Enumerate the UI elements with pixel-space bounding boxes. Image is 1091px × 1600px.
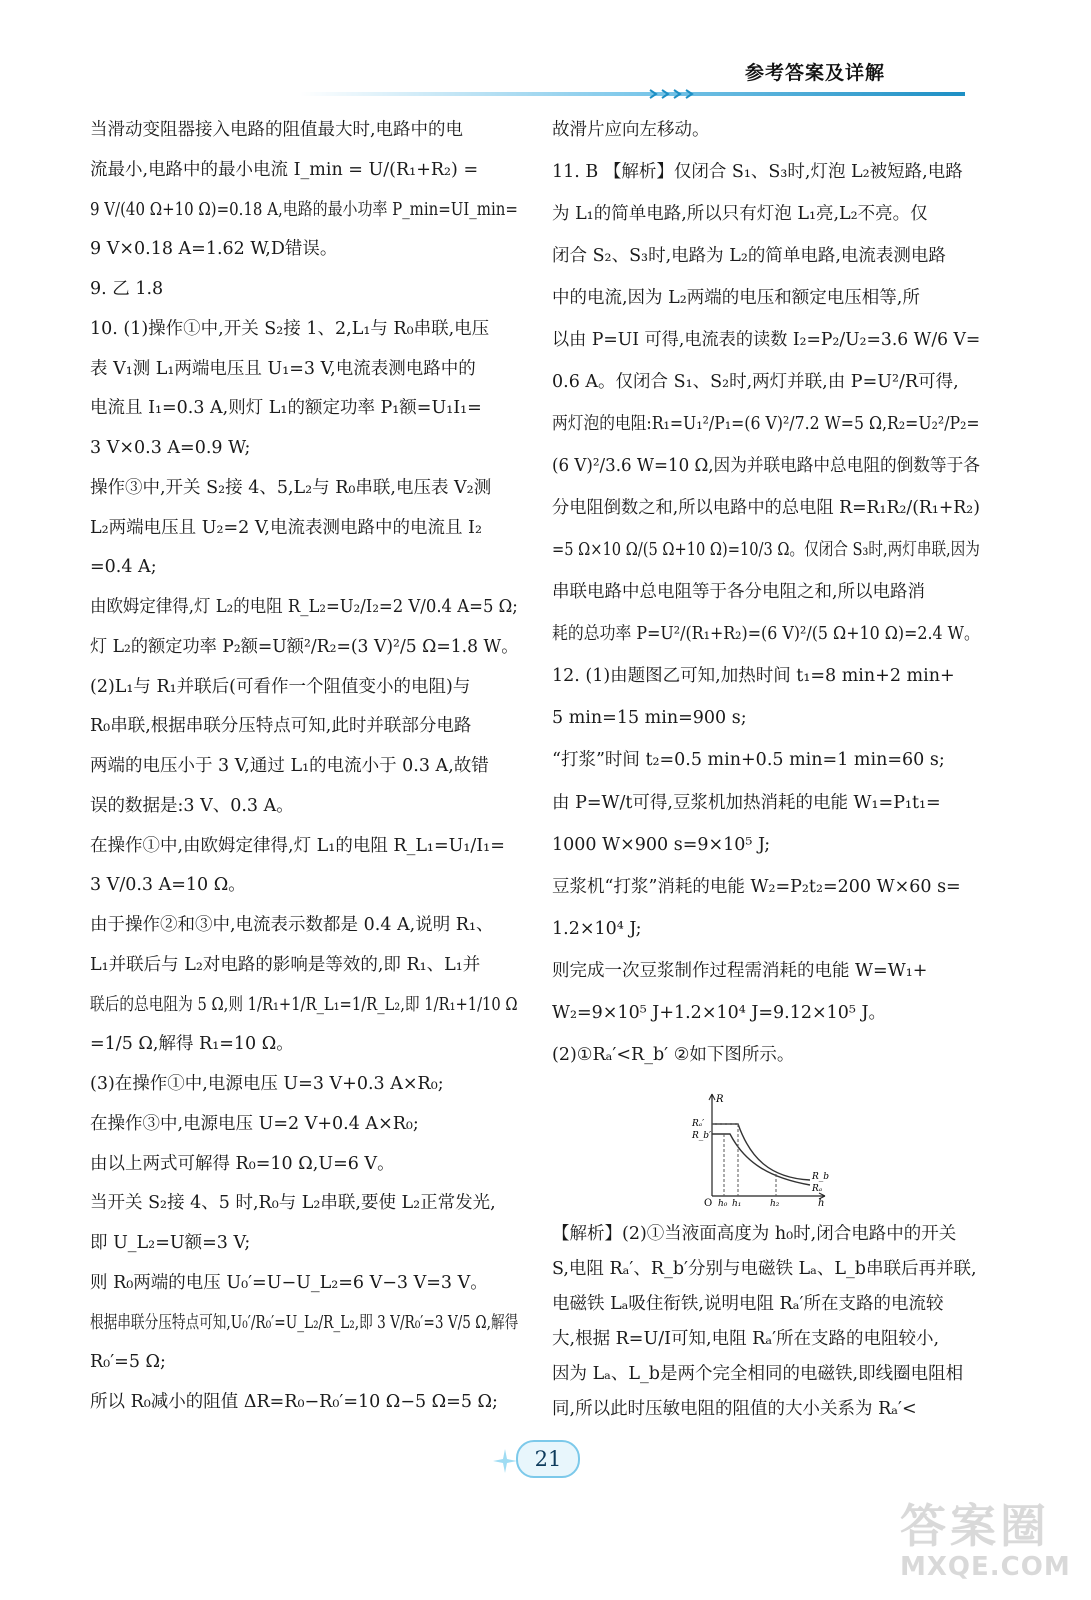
text-line: 为 L₁的简单电路,所以只有灯泡 L₁亮,L₂不亮。仅 bbox=[552, 204, 928, 225]
text-line: 表 V₁测 L₁两端电压且 U₁=3 V,电流表测电路中的 bbox=[90, 358, 476, 379]
text-line: 耗的总功率 P=U²/(R₁+R₂)=(6 V)²/(5 Ω+10 Ω)=2.4 W。 bbox=[552, 624, 980, 645]
text-line: 以由 P=UI 可得,电流表的读数 I₂=P₂/U₂=3.6 W/6 V= bbox=[552, 330, 981, 351]
watermark-bottom: MXQE.COM bbox=[900, 1552, 1071, 1582]
text-line: 则完成一次豆浆制作过程需消耗的电能 W=W₁+ bbox=[552, 960, 928, 981]
text-line: L₂两端电压且 U₂=2 V,电流表测电路中的电流且 I₂ bbox=[90, 517, 482, 538]
origin-label: O bbox=[704, 1198, 713, 1208]
left-column bbox=[90, 118, 519, 1430]
text-line: R₀′=5 Ω; bbox=[90, 1352, 166, 1373]
text-line: 即 U_L₂=U额=3 V; bbox=[90, 1233, 251, 1253]
x-axis-label: h bbox=[818, 1198, 825, 1208]
text-line: 9. 乙 1.8 bbox=[90, 279, 164, 299]
curve-ra bbox=[712, 1134, 810, 1185]
y-tick-ra: Rₐ′ bbox=[692, 1119, 705, 1129]
text-line: 两端的电压小于 3 V,通过 L₁的电流小于 0.3 A,故错 bbox=[90, 756, 489, 776]
text-line: 流最小,电路中的最小电流 I_min = U/(R₁+R₂) = bbox=[90, 159, 479, 180]
header-decorative-line bbox=[300, 88, 965, 100]
text-line: 则 R₀两端的电压 U₀′=U−U_L₂=6 V−3 V=3 V。 bbox=[90, 1272, 488, 1293]
text-line: 10. (1)操作①中,开关 S₂接 1、2,L₁与 R₀串联,电压 bbox=[90, 318, 490, 339]
text-line: 由欧姆定律得,灯 L₂的电阻 R_L₂=U₂/I₂=2 V/0.4 A=5 Ω; bbox=[90, 597, 518, 617]
text-line: 根据串联分压特点可知,U₀′/R₀′=U_L₂/R_L₂,即 3 V/R₀′=3 V/5 Ω,解得 bbox=[90, 1312, 519, 1333]
text-line: 在操作①中,由欧姆定律得,灯 L₁的电阻 R_L₁=U₁/I₁= bbox=[90, 835, 505, 856]
text-line: 豆浆机“打浆”消耗的电能 W₂=P₂t₂=200 W×60 s= bbox=[552, 876, 961, 897]
text-line: 所以 R₀减小的阻值 ΔR=R₀−R₀′=10 Ω−5 Ω=5 Ω; bbox=[90, 1392, 498, 1412]
text-line: =5 Ω×10 Ω/(5 Ω+10 Ω)=10/3 Ω。仅闭合 S₃时,两灯串联,因为 bbox=[552, 540, 980, 561]
text-line: 当滑动变阻器接入电路的阻值最大时,电路中的电 bbox=[90, 120, 464, 140]
text-line: 当开关 S₂接 4、5 时,R₀与 L₂串联,要使 L₂正常发光, bbox=[90, 1193, 496, 1214]
text-line: (2)①Rₐ′<R_b′ ②如下图所示。 bbox=[552, 1044, 795, 1065]
text-line: L₁并联后与 L₂对电路的影响是等效的,即 R₁、L₁并 bbox=[90, 954, 481, 975]
text-line: 灯 L₂的额定功率 P₂额=U额²/R₂=(3 V)²/5 Ω=1.8 W。 bbox=[90, 636, 519, 657]
text-line: 1000 W×900 s=9×10⁵ J; bbox=[552, 834, 771, 855]
text-line: (2)L₁与 R₁并联后(可看作一个阻值变小的电阻)与 bbox=[90, 676, 471, 697]
text-line: (6 V)²/3.6 W=10 Ω,因为并联电路中总电阻的倒数等于各 bbox=[552, 456, 980, 477]
text-line: 5 min=15 min=900 s; bbox=[552, 708, 747, 729]
text-line: 分电阻倒数之和,所以电路中的总电阻 R=R₁R₂/(R₁+R₂) bbox=[552, 498, 980, 519]
x-tick-h2: h₂ bbox=[770, 1199, 780, 1208]
watermark-top: 答案圈 bbox=[900, 1499, 1050, 1553]
text-line: 1.2×10⁴ J; bbox=[552, 918, 642, 939]
text-line: 0.6 A。仅闭合 S₁、S₂时,两灯并联,由 P=U²/R可得, bbox=[552, 372, 959, 393]
text-line: 中的电流,因为 L₂两端的电压和额定电压相等,所 bbox=[552, 288, 920, 309]
watermark-logo bbox=[900, 1490, 1080, 1590]
text-line: 3 V×0.3 A=0.9 W; bbox=[90, 438, 251, 458]
text-line: 12. (1)由题图乙可知,加热时间 t₁=8 min+2 min+ bbox=[552, 666, 955, 687]
text-line: =0.4 A; bbox=[90, 557, 157, 578]
text-line: 闭合 S₂、S₃时,电路为 L₂的简单电路,电流表测电路 bbox=[552, 246, 946, 267]
text-line: 11. B 【解析】仅闭合 S₁、S₃时,灯泡 L₂被短路,电路 bbox=[552, 162, 963, 183]
text-line: 电流且 I₁=0.3 A,则灯 L₁的额定功率 P₁额=U₁I₁= bbox=[90, 398, 482, 419]
r-h-graph bbox=[690, 1088, 830, 1208]
text-line: “打浆”时间 t₂=0.5 min+0.5 min=1 min=60 s; bbox=[552, 750, 945, 771]
y-axis-label: R bbox=[716, 1094, 724, 1105]
text-line: 由以上两式可解得 R₀=10 Ω,U=6 V。 bbox=[90, 1153, 395, 1174]
text-line: 9 V×0.18 A=1.62 W,D错误。 bbox=[90, 239, 338, 260]
x-tick-h0: h₀ bbox=[718, 1199, 728, 1208]
text-line: 3 V/0.3 A=10 Ω。 bbox=[90, 875, 246, 896]
curve-rb bbox=[712, 1124, 810, 1180]
curve-label-rb: R_b bbox=[812, 1172, 830, 1182]
y-tick-rb: R_b′ bbox=[692, 1131, 712, 1141]
curve-label-ra: Rₐ bbox=[812, 1184, 823, 1194]
text-line: R₀串联,根据串联分压特点可知,此时并联部分电路 bbox=[90, 716, 472, 737]
text-line: (3)在操作①中,电源电压 U=3 V+0.3 A×R₀; bbox=[90, 1074, 444, 1094]
text-line: 操作③中,开关 S₂接 4、5,L₂与 R₀串联,电压表 V₂测 bbox=[90, 477, 492, 498]
header-title: 参考答案及详解 bbox=[745, 62, 886, 84]
x-tick-h1: h₁ bbox=[732, 1199, 742, 1208]
right-column bbox=[552, 118, 981, 1085]
text-line: 由 P=W/t可得,豆浆机加热消耗的电能 W₁=P₁t₁= bbox=[552, 792, 941, 813]
text-line: 串联电路中总电阻等于各分电阻之和,所以电路消 bbox=[552, 582, 926, 603]
text-line: S,电阻 Rₐ′、R_b′分别与电磁铁 Lₐ、L_b串联后再并联, bbox=[552, 1259, 977, 1279]
text-line: 大,根据 R=U/I可知,电阻 Rₐ′所在支路的电阻较小, bbox=[552, 1329, 940, 1349]
right-column-lower bbox=[552, 1222, 977, 1432]
text-line: 电磁铁 Lₐ吸住衔铁,说明电阻 Rₐ′所在支路的电流较 bbox=[552, 1294, 944, 1314]
text-line: 9 V/(40 Ω+10 Ω)=0.18 A,电路的最小功率 P_min=UI_min= bbox=[90, 199, 518, 220]
page-number-badge bbox=[490, 1432, 610, 1482]
text-line: 故滑片应向左移动。 bbox=[552, 120, 710, 140]
text-line: =1/5 Ω,解得 R₁=10 Ω。 bbox=[90, 1034, 294, 1055]
text-line: 同,所以此时压敏电阻的阻值的大小关系为 Rₐ′< bbox=[552, 1399, 917, 1419]
text-line: 在操作③中,电源电压 U=2 V+0.4 A×R₀; bbox=[90, 1113, 419, 1134]
text-line: 由于操作②和③中,电流表示数都是 0.4 A,说明 R₁、 bbox=[90, 915, 494, 935]
text-line: 误的数据是:3 V、0.3 A。 bbox=[90, 795, 294, 816]
text-line: 因为 Lₐ、L_b是两个完全相同的电磁铁,即线圈电阻相 bbox=[552, 1364, 964, 1384]
text-line: 两灯泡的电阻:R₁=U₁²/P₁=(6 V)²/7.2 W=5 Ω,R₂=U₂²/P₂= bbox=[552, 414, 980, 435]
text-line: 联后的总电阻为 5 Ω,则 1/R₁+1/R_L₁=1/R_L₂,即 1/R₁+1/10 Ω bbox=[90, 994, 518, 1015]
text-line: W₂=9×10⁵ J+1.2×10⁴ J=9.12×10⁵ J。 bbox=[552, 1002, 886, 1023]
page-number: 21 bbox=[516, 1440, 580, 1478]
text-line: 【解析】(2)①当液面高度为 h₀时,闭合电路中的开关 bbox=[552, 1224, 957, 1244]
